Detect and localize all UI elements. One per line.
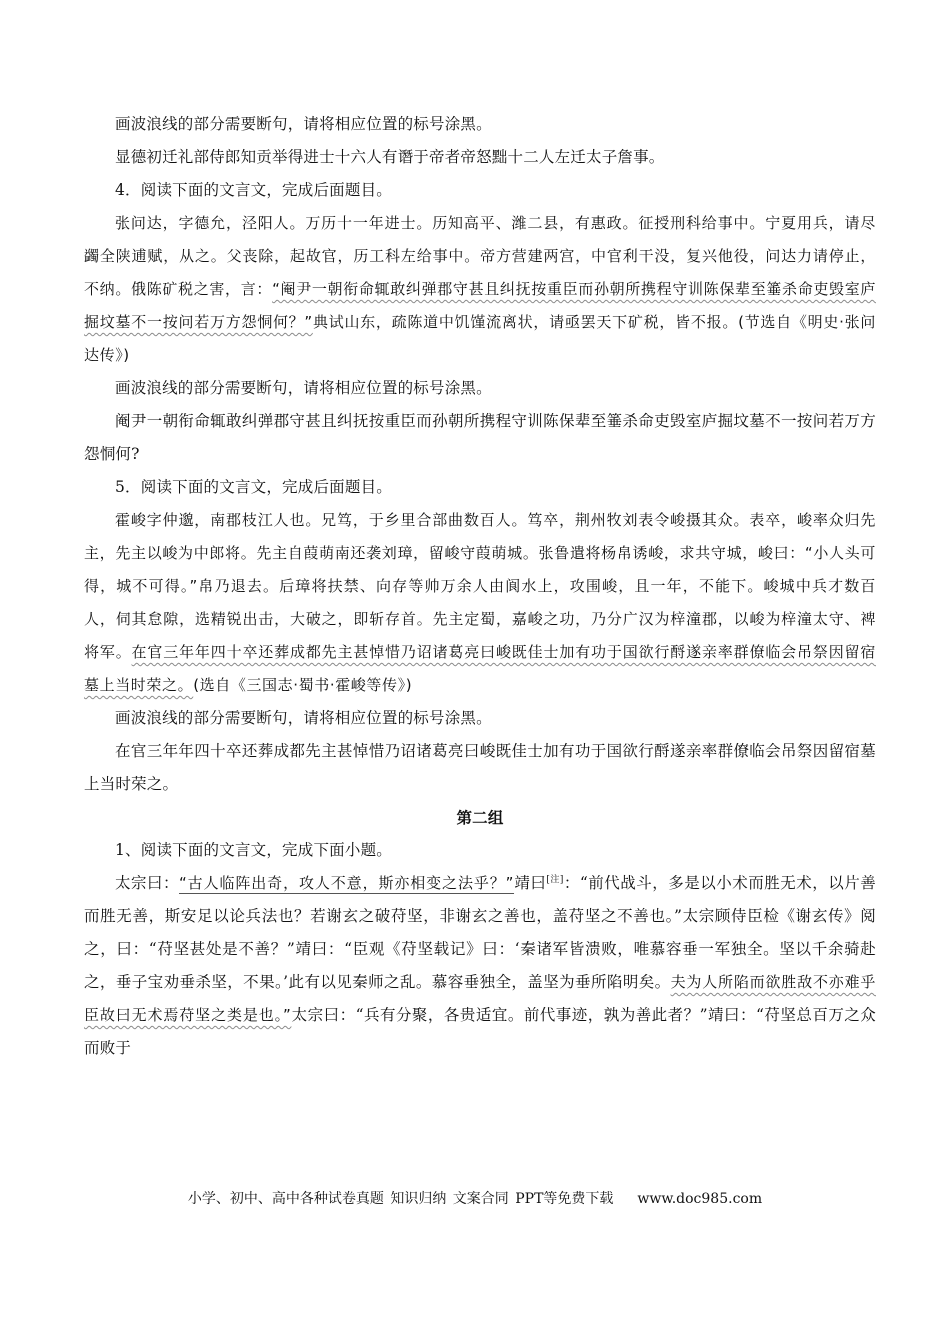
footer-url[interactable]: www.doc985.com (637, 1191, 763, 1207)
passage-text: 太宗曰：“兵有分聚，各贵适宜。前代事迹，孰为善此者？”靖曰：“苻坚总百万之众而败于 (84, 1006, 876, 1057)
group-2-passage (84, 867, 876, 1065)
instruction-paragraph: 画波浪线的部分需要断句，请将相应位置的标号涂黑。 (115, 115, 492, 133)
document-body (84, 108, 876, 1065)
wavy-underlined-text: 夫为人所陷而欲胜敌不亦难乎臣故曰无术焉苻坚之类是也。” (84, 973, 876, 1024)
instruction-paragraph: 画波浪线的部分需要断句，请将相应位置的标号涂黑。 (115, 379, 492, 397)
footnote-marker: [注] (546, 874, 564, 885)
instruction-paragraph: 画波浪线的部分需要断句，请将相应位置的标号涂黑。 (115, 709, 492, 727)
passage-text: ：“前代战斗，多是以小术而胜无术，以片善而胜无善，斯安足以论兵法也？若谢玄之破苻坚，非谢玄之善也，盖苻坚之不善也。”太宗顾侍臣检《谢玄传》阅之，曰：“苻坚甚处是不善？”靖曰：“臣观《苻坚载记》曰：‘秦诸军皆溃败，唯慕容垂一军独全。坚以千余骑赴之，垂子宝劝垂杀坚，不果。’此有以见秦师之乱。慕容垂独全，盖坚为垂所陷明矣。 (84, 874, 876, 991)
punctuation-answer-text: 阉尹一朝衔命辄敢纠弹郡守甚且纠抚按重臣而孙朝所携程守训陈保辈至箠杀命吏毁室庐掘坟墓不一按问若万方怨恫何? (84, 412, 876, 463)
page-footer (0, 1188, 950, 1208)
section-title: 第二组 (456, 808, 504, 827)
passage-text: 太宗曰： (115, 874, 179, 892)
wavy-underlined-text: 在官三年年四十卒还葬成都先主甚悼惜乃诏诸葛亮曰峻既佳士加有功于国欲行酹遂亲率群僚临会吊祭因留宿墓上当时荣之。 (84, 643, 876, 694)
punctuation-answer-text: 在官三年年四十卒还葬成都先主甚悼惜乃诏诸葛亮曰峻既佳士加有功于国欲行酹遂亲率群僚临会吊祭因留宿墓上当时荣之。 (84, 742, 876, 793)
punctuation-answer-text: 显德初迁礼部侍郎知贡举得进士十六人有谮于帝者帝怒黜十二人左迁太子詹事。 (115, 148, 665, 166)
footer-text: 小学、初中、高中各种试卷真题 知识归纳 文案合同 PPT等免费下载 (187, 1191, 614, 1207)
passage-text: 靖曰 (514, 874, 547, 892)
question-4-heading: 4．阅读下面的文言文，完成后面题目。 (115, 181, 392, 199)
passage-text: 张问达，字德允，泾阳人。万历十一年进士。历知高平、潍二县，有惠政。征授刑科给事中。宁夏用兵，请尽蠲全陕逋赋，从之。父丧除，起故官，历工科左给事中。帝方营建两宫，中官利干没，复兴他役，问达力请停止，不纳。俄陈矿税之害，言： (84, 214, 876, 298)
question-5-heading: 5．阅读下面的文言文，完成后面题目。 (115, 478, 392, 496)
group-2-question-heading: 1、阅读下面的文言文，完成下面小题。 (115, 841, 392, 859)
passage-text: 典试山东，疏陈道中饥馑流离状，请亟罢天下矿税，皆不报。(节选自《明史·张问达传》) (84, 313, 876, 364)
question-4-passage (84, 207, 876, 372)
question-5-passage (84, 504, 876, 702)
passage-text: 霍峻字仲邈，南郡枝江人也。兄笃，于乡里合部曲数百人。笃卒，荆州牧刘表令峻摄其众。表卒，峻率众归先主，先主以峻为中郎将。先主自葭萌南还袭刘璋，留峻守葭萌城。张鲁遣将杨帛诱峻，求共守城，峻曰：“小人头可得，城不可得。”帛乃退去。后璋将扶禁、向存等帅万余人由阆水上，攻围峻，且一年，不能下。峻城中兵才数百人，伺其怠隙，选精锐出击，大破之，即斩存首。先主定蜀，嘉峻之功，乃分广汉为梓潼郡，以峻为梓潼太守、裨将军。 (84, 511, 876, 661)
wavy-underlined-text: “阉尹一朝衔命辄敢纠弹郡守甚且纠抚按重臣而孙朝所携程守训陈保辈至箠杀命吏毁室庐掘坟墓不一按问若万方怨恫何？” (84, 280, 876, 331)
underlined-text: “古人临阵出奇，攻人不意，斯亦相变之法乎？” (179, 874, 515, 892)
source-citation: (选自《三国志·蜀书·霍峻等传》) (193, 676, 413, 694)
